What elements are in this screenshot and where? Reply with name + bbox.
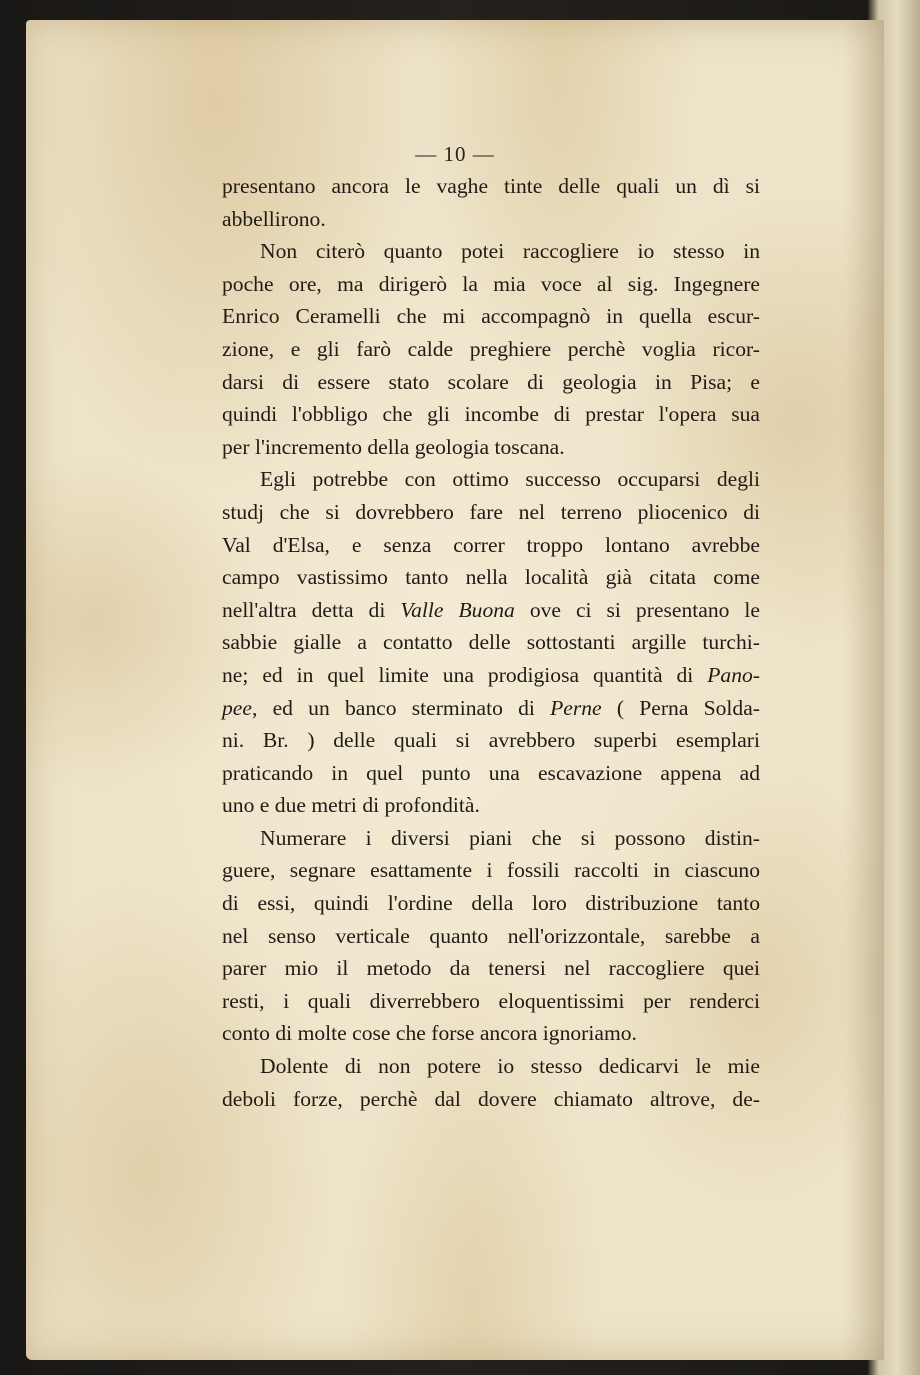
italic-term: Valle Buona: [400, 597, 515, 622]
text-line: nel senso verticale quanto nell'orizzontale, sarebbe a: [222, 923, 760, 948]
text-line: zione, e gli farò calde preghiere perchè voglia ricor-: [222, 336, 760, 361]
text-line: conto di molte cose che forse ancora ignoriamo.: [222, 1021, 637, 1046]
text-line: guere, segnare esattamente i fossili raccolti in ciascuno: [222, 858, 760, 883]
text-line: praticando in quel punto una escavazione appena ad: [222, 760, 760, 785]
text-line: ni. Br. ) delle quali si avrebbero superbi esemplari: [222, 728, 760, 753]
text-segment: ( Perna Solda-: [601, 695, 760, 720]
text-line: presentano ancora le vaghe tinte delle quali un dì si: [222, 174, 760, 198]
text-line: parer mio il metodo da tenersi nel raccogliere quei: [222, 956, 760, 981]
text-line: Dolente di non potere io stesso dedicarvi le mie: [260, 1054, 760, 1079]
page-gutter-shadow: [844, 20, 884, 1360]
text-line: [222, 659, 760, 692]
text-line: Numerare i diversi piani che si possono distin-: [260, 825, 760, 850]
text-line: resti, i quali diverrebbero eloquentissimi per renderci: [222, 988, 760, 1013]
text-line: studj che si dovrebbero fare nel terreno pliocenico di: [222, 499, 760, 524]
text-line: Enrico Ceramelli che mi accompagnò in quella escur-: [222, 304, 760, 329]
text-line: Val d'Elsa, e senza correr troppo lontano avrebbe: [222, 532, 760, 557]
text-line: campo vastissimo tanto nella località già citata come: [222, 565, 760, 590]
italic-term: pee: [222, 695, 252, 720]
text-line: deboli forze, perchè dal dovere chiamato altrove, de-: [222, 1086, 760, 1111]
text-line: per l'incremento della geologia toscana.: [222, 434, 565, 459]
text-line: [222, 594, 760, 627]
text-line: sabbie gialle a contatto delle sottostanti argille turchi-: [222, 630, 760, 655]
text-line: quindi l'obbligo che gli incombe di prestar l'opera sua: [222, 402, 760, 427]
text-line: uno e due metri di profondità.: [222, 793, 480, 818]
text-line: Non citerò quanto potei raccogliere io stesso in: [260, 239, 760, 264]
text-segment: , ed un banco sterminato di: [251, 695, 551, 720]
page-number: — 10 —: [415, 142, 495, 166]
text-segment: ove ci si presentano le: [514, 597, 760, 622]
text-line: [222, 692, 760, 725]
text-segment: nell'altra detta di: [222, 597, 401, 622]
italic-term: Perne: [550, 695, 602, 720]
book-page: [26, 20, 884, 1360]
text-segment: ne; ed in quel limite una prodigiosa quantità di: [222, 662, 708, 687]
text-line: poche ore, ma dirigerò la mia voce al sig. Ingegnere: [222, 271, 760, 296]
body-text: [222, 170, 760, 1115]
text-line: abbellirono.: [222, 206, 326, 231]
italic-term: Pano-: [707, 662, 760, 687]
text-line: di essi, quindi l'ordine della loro distribuzione tanto: [222, 891, 760, 916]
text-line: Egli potrebbe con ottimo successo occuparsi degli: [260, 467, 760, 492]
text-line: darsi di essere stato scolare di geologia in Pisa; e: [222, 369, 760, 394]
